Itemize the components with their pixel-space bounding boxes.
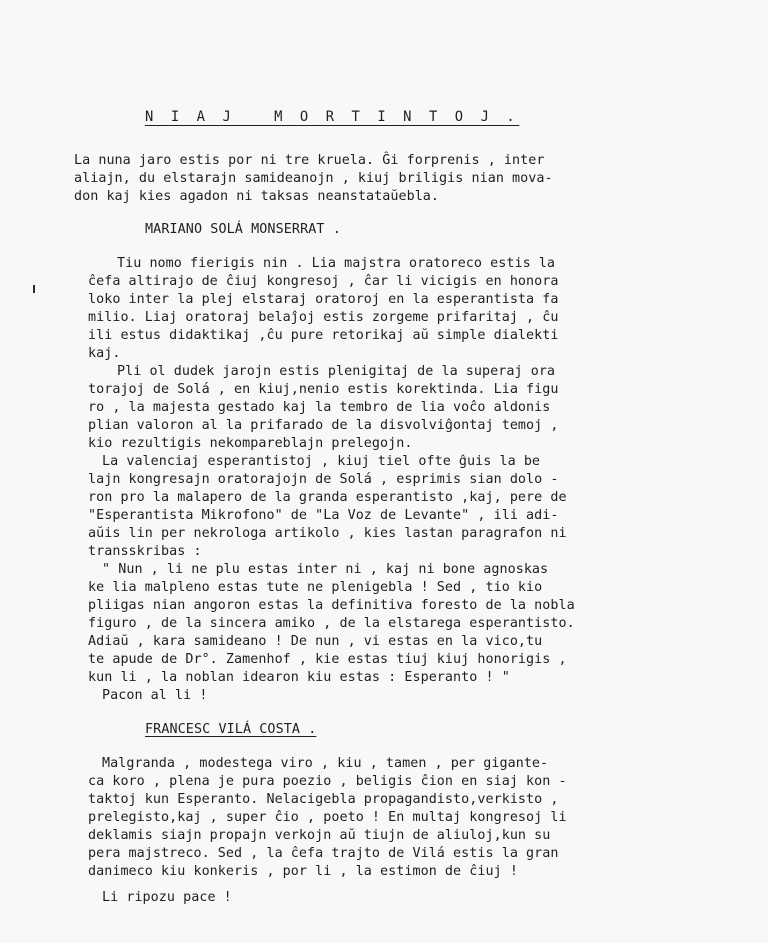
- paragraph-line: transskribas :: [88, 544, 202, 559]
- paragraph-line: La valenciaj esperantistoj , kiuj tiel ofte ĝuis la be: [102, 454, 541, 469]
- paragraph-line: aŭis lin per nekrologa artikolo , kies lastan paragrafon ni: [88, 526, 567, 541]
- quote-line: ke lia malpleno estas tute ne plenigebla ! Sed , tio kio: [88, 580, 543, 595]
- quote-line: pliigas nian angoron estas la definitiva foresto de la nobla: [88, 598, 575, 613]
- paragraph-line: Tiu nomo fierigis nin . Lia majstra oratoreco estis la: [117, 256, 556, 271]
- paragraph-line: Pli ol dudek jarojn estis plenigitaj de la superaj ora: [117, 364, 556, 379]
- paragraph-line: pera majstreco. Sed , la ĉefa trajto de Vilá estis la gran: [88, 846, 559, 861]
- quote-line: figuro , de la sincera amiko , de la elstarega esperantisto.: [88, 616, 575, 631]
- paragraph-line: Malgranda , modestega viro , kiu , tamen , per gigante-: [102, 756, 549, 771]
- section-heading-sola: MARIANO SOLÁ MONSERRAT .: [145, 222, 341, 237]
- paragraph-line: loko inter la plej elstaraj oratoroj en la esperantista fa: [88, 292, 559, 307]
- closing-line: Pacon al li !: [102, 688, 208, 703]
- margin-mark: [33, 285, 35, 293]
- paragraph-line: torajoj de Solá , en kiuj,nenio estis korektinda. Lia figu: [88, 382, 559, 397]
- paragraph-line: lajn kongresajn oratorajojn de Solá , esprimis sian dolo -: [88, 472, 559, 487]
- paragraph-line: taktoj kun Esperanto. Nelacigebla propagandisto,verkisto ,: [88, 792, 559, 807]
- paragraph-line: ĉefa altirajo de ĉiuj kongresoj , ĉar li vicigis en honora: [88, 274, 559, 289]
- paragraph-line: prelegisto,kaj , super ĉio , poeto ! En multaj kongresoj li: [88, 810, 567, 825]
- quote-line: Adiaŭ , kara samideano ! De nun , vi estas en la vico,tu: [88, 634, 543, 649]
- paragraph-line: plian valoron al la prifarado de la disvolviĝontaj temoj ,: [88, 418, 559, 433]
- intro-line: don kaj kies agadon ni taksas neanstataŭebla.: [74, 189, 440, 204]
- paragraph-line: "Esperantista Mikrofono" de "La Voz de Levante" , ili adi-: [88, 508, 559, 523]
- section-heading-vila: FRANCESC VILÁ COSTA .: [145, 722, 317, 737]
- paragraph-line: deklamis siajn propajn verkojn aŭ tiujn de aliuloj,kun su: [88, 828, 551, 843]
- intro-line: aliajn, du elstarajn samideanojn , kiuj briligis nian movа-: [74, 171, 553, 186]
- quote-line: kun li , la noblan idearon kiu estas : Esperanto ! ": [88, 670, 510, 685]
- paragraph-line: kaj.: [88, 346, 121, 361]
- paragraph-line: danimeco kiu konkeris , por li , la estimon de ĉiuj !: [88, 864, 518, 879]
- page-title: N I A J M O R T I N T O J .: [145, 109, 520, 125]
- paragraph-line: ca koro , plena je pura poezio , beligis ĉion en siaj kon -: [88, 774, 567, 789]
- paragraph-line: ili estus didaktikaj ,ĉu pure retorikaj aŭ simple dialekti: [88, 328, 559, 343]
- quote-line: " Nun , li ne plu estas inter ni , kaj ni bone agnoskas: [102, 562, 549, 577]
- intro-line: La nuna jaro estis por ni tre kruela. Ĝi forprenis , inter: [74, 153, 545, 168]
- paragraph-line: ron pro la malapero de la granda esperantisto ,kaj, pere de: [88, 490, 567, 505]
- paragraph-line: ro , la majesta gestado kaj la tembro de lia voĉo aldonis: [88, 400, 551, 415]
- paragraph-line: milio. Liaj oratoraj belaĵoj estis zorgeme prifaritaj , ĉu: [88, 310, 559, 325]
- closing-line: Li ripozu pace !: [102, 890, 232, 905]
- paragraph-line: kio rezultigis nekompareblajn prelegojn.: [88, 436, 413, 451]
- quote-line: te apude de Dr°. Zamenhof , kie estas tiuj kiuj honorigis ,: [88, 652, 567, 667]
